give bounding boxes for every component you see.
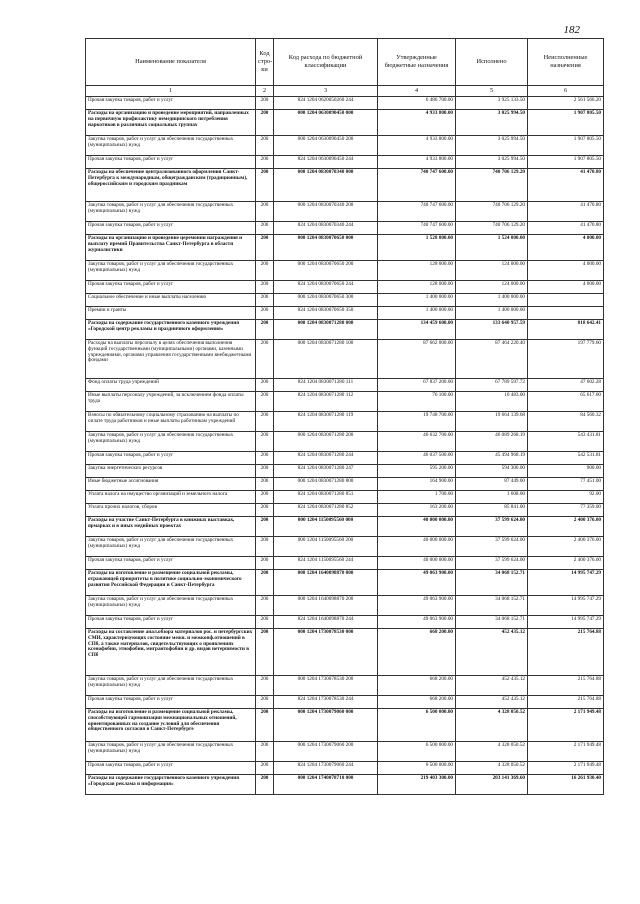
classification-code-cell: 824 1204 1730078530 244 — [274, 696, 378, 709]
executed-amount-cell: 452 435.12 — [456, 629, 528, 676]
executed-amount-cell: 46 089 268.19 — [456, 432, 528, 452]
approved-amount-cell: 6 500 000.00 — [378, 709, 456, 742]
classification-code-cell: 000 1204 1740078710 000 — [274, 775, 378, 795]
executed-amount-cell: 1 400 000.00 — [456, 307, 528, 320]
executed-amount-cell: 67 789 597.72 — [456, 379, 528, 392]
indicator-name-cell: Расходы на содержание государственного казенного учреждения «Городская реклама и информация» — [86, 775, 256, 795]
line-code-cell: 200 — [256, 392, 274, 412]
classification-code-cell: 000 1204 0830070340 000 — [274, 169, 378, 202]
table-row — [86, 294, 604, 307]
header-indicator-name: Наименование показателя — [86, 39, 256, 86]
classification-code-cell: 824 1204 0830071280 244 — [274, 452, 378, 465]
table-row — [86, 452, 604, 465]
executed-amount-cell: 203 141 369.60 — [456, 775, 528, 795]
executed-amount-cell: 3 025 994.50 — [456, 136, 528, 156]
approved-amount-cell: 595 200.00 — [378, 465, 456, 478]
unexecuted-amount-cell: 77 451.00 — [528, 478, 604, 491]
header-approved: Утвержденные бюджетные назначения — [378, 39, 456, 86]
line-code-cell: 200 — [256, 570, 274, 596]
executed-amount-cell: 3 025 994.50 — [456, 110, 528, 136]
line-code-cell: 200 — [256, 169, 274, 202]
column-number: 4 — [378, 86, 456, 97]
column-number: 2 — [256, 86, 274, 97]
executed-amount-cell: 1 400 000.00 — [456, 294, 528, 307]
table-row — [86, 465, 604, 478]
approved-amount-cell: 46 632 700.00 — [378, 432, 456, 452]
classification-code-cell: 824 1204 0830071280 119 — [274, 412, 378, 432]
indicator-name-cell: Расходы на обеспечение централизованного оформления Санкт-Петербурга к международным, общегражданским (традиционным), общероссийским и городским праздникам — [86, 169, 256, 202]
line-code-cell: 200 — [256, 452, 274, 465]
approved-amount-cell: 19 748 700.00 — [378, 412, 456, 432]
indicator-name-cell: Закупка товаров, работ и услуг для обеспечения государственных (муниципальных) нужд — [86, 537, 256, 557]
unexecuted-amount-cell: 65 617.00 — [528, 392, 604, 412]
line-code-cell: 200 — [256, 742, 274, 762]
table-row — [86, 517, 604, 537]
indicator-name-cell: Премии и гранты — [86, 307, 256, 320]
table-row — [86, 742, 604, 762]
approved-amount-cell: 164 900.00 — [378, 478, 456, 491]
indicator-name-cell: Уплата прочих налогов, сборов — [86, 504, 256, 517]
approved-amount-cell: 76 100.00 — [378, 392, 456, 412]
indicator-name-cell: Закупка товаров, работ и услуг для обеспечения государственных (муниципальных) нужд — [86, 261, 256, 281]
line-code-cell: 200 — [256, 379, 274, 392]
table-row — [86, 762, 604, 775]
line-code-cell: 200 — [256, 235, 274, 261]
classification-code-cell: 000 1204 1730079060 200 — [274, 742, 378, 762]
unexecuted-amount-cell — [528, 307, 604, 320]
unexecuted-amount-cell: 84 560.32 — [528, 412, 604, 432]
indicator-name-cell: Иные бюджетные ассигнования — [86, 478, 256, 491]
line-code-cell: 200 — [256, 307, 274, 320]
table-row — [86, 110, 604, 136]
approved-amount-cell: 740 747 600.00 — [378, 202, 456, 222]
classification-code-cell: 824 1204 1150095560 244 — [274, 557, 378, 570]
approved-amount-cell: 1 400 000.00 — [378, 307, 456, 320]
table-row — [86, 392, 604, 412]
executed-amount-cell: 4 328 050.52 — [456, 742, 528, 762]
unexecuted-amount-cell: 2 171 949.48 — [528, 762, 604, 775]
line-code-cell: 200 — [256, 491, 274, 504]
executed-amount-cell: 19 664 139.68 — [456, 412, 528, 432]
approved-amount-cell: 4 933 800.00 — [378, 110, 456, 136]
executed-amount-cell: 740 706 129.20 — [456, 202, 528, 222]
indicator-name-cell: Расходы на содержание государственного казенного учреждения «Городской центр рекламы и праздничного оформления» — [86, 320, 256, 340]
executed-amount-cell: 37 599 624.00 — [456, 517, 528, 537]
approved-amount-cell: 87 662 000.00 — [378, 340, 456, 379]
table-row — [86, 97, 604, 110]
line-code-cell: 200 — [256, 762, 274, 775]
line-code-cell: 200 — [256, 537, 274, 557]
classification-code-cell: 000 1204 1730078530 200 — [274, 676, 378, 696]
executed-amount-cell: 10 483.00 — [456, 392, 528, 412]
classification-code-cell: 000 1204 0830071280 100 — [274, 340, 378, 379]
table-row — [86, 307, 604, 320]
indicator-name-cell: Закупка товаров, работ и услуг для обеспечения государственных (муниципальных) нужд — [86, 432, 256, 452]
line-code-cell: 200 — [256, 629, 274, 676]
indicator-name-cell: Прочая закупка товаров, работ и услуг — [86, 281, 256, 294]
executed-amount-cell: 37 599 624.00 — [456, 557, 528, 570]
indicator-name-cell: Прочая закупка товаров, работ и услуг — [86, 696, 256, 709]
approved-amount-cell: 40 000 000.00 — [378, 517, 456, 537]
unexecuted-amount-cell: 77 359.00 — [528, 504, 604, 517]
approved-amount-cell: 4 933 800.00 — [378, 156, 456, 169]
table-row — [86, 557, 604, 570]
unexecuted-amount-cell: 2 561 566.20 — [528, 97, 604, 110]
table-row — [86, 491, 604, 504]
line-code-cell: 200 — [256, 281, 274, 294]
header-line-code: Код стро-ки — [256, 39, 274, 86]
unexecuted-amount-cell: 14 995 747.29 — [528, 616, 604, 629]
executed-amount-cell: 133 640 957.59 — [456, 320, 528, 340]
approved-amount-cell: 49 063 900.00 — [378, 616, 456, 629]
executed-amount-cell: 34 068 152.71 — [456, 570, 528, 596]
table-row — [86, 379, 604, 392]
classification-code-cell: 824 1204 1730079060 244 — [274, 762, 378, 775]
unexecuted-amount-cell: 41 470.80 — [528, 202, 604, 222]
indicator-name-cell: Социальное обеспечение и иные выплаты населению — [86, 294, 256, 307]
classification-code-cell: 000 1204 0830071280 000 — [274, 320, 378, 340]
unexecuted-amount-cell: 4 000.00 — [528, 235, 604, 261]
classification-code-cell: 824 1204 0630090450 244 — [274, 156, 378, 169]
executed-amount-cell: 1 524 000.00 — [456, 235, 528, 261]
executed-amount-cell: 124 000.00 — [456, 281, 528, 294]
approved-amount-cell: 6 500 000.00 — [378, 742, 456, 762]
unexecuted-amount-cell: 2 400 376.00 — [528, 537, 604, 557]
classification-code-cell: 824 1204 0620050260 244 — [274, 97, 378, 110]
unexecuted-amount-cell: 215 764.88 — [528, 629, 604, 676]
classification-code-cell: 000 1204 0830070650 300 — [274, 294, 378, 307]
approved-amount-cell: 40 000 000.00 — [378, 537, 456, 557]
unexecuted-amount-cell: 900.00 — [528, 465, 604, 478]
line-code-cell: 200 — [256, 202, 274, 222]
classification-code-cell: 824 1204 0830070650 350 — [274, 307, 378, 320]
approved-amount-cell: 1 400 000.00 — [378, 294, 456, 307]
indicator-name-cell: Закупка товаров, работ и услуг для обеспечения государственных (муниципальных) нужд — [86, 596, 256, 616]
approved-amount-cell: 46 037 500.00 — [378, 452, 456, 465]
unexecuted-amount-cell: 16 261 930.40 — [528, 775, 604, 795]
unexecuted-amount-cell: 41 470.80 — [528, 169, 604, 202]
approved-amount-cell: 668 200.00 — [378, 629, 456, 676]
header-executed: Исполнено — [456, 39, 528, 86]
approved-amount-cell: 740 747 600.00 — [378, 169, 456, 202]
table-row — [86, 156, 604, 169]
classification-code-cell: 000 1204 1640098870 200 — [274, 596, 378, 616]
classification-code-cell: 000 1204 0830071280 800 — [274, 478, 378, 491]
line-code-cell: 200 — [256, 412, 274, 432]
approved-amount-cell: 128 000.00 — [378, 281, 456, 294]
table-header-row — [86, 39, 604, 86]
line-code-cell: 200 — [256, 294, 274, 307]
table-row — [86, 504, 604, 517]
indicator-name-cell: Прочая закупка товаров, работ и услуг — [86, 222, 256, 235]
unexecuted-amount-cell — [528, 294, 604, 307]
line-code-cell: 200 — [256, 478, 274, 491]
indicator-name-cell: Закупка товаров, работ и услуг для обеспечения государственных (муниципальных) нужд — [86, 676, 256, 696]
indicator-name-cell: Закупка товаров, работ и услуг для обеспечения государственных (муниципальных) нужд — [86, 136, 256, 156]
indicator-name-cell: Взносы по обязательному социальному страхованию на выплаты по оплате труда работников и иные выплаты работникам учреждений — [86, 412, 256, 432]
executed-amount-cell: 594 300.00 — [456, 465, 528, 478]
unexecuted-amount-cell: 542 531.81 — [528, 452, 604, 465]
executed-amount-cell: 452 435.12 — [456, 676, 528, 696]
unexecuted-amount-cell: 1 907 805.50 — [528, 136, 604, 156]
executed-amount-cell: 87 464 220.40 — [456, 340, 528, 379]
executed-amount-cell: 4 328 050.52 — [456, 762, 528, 775]
line-code-cell: 200 — [256, 517, 274, 537]
executed-amount-cell: 1 608.00 — [456, 491, 528, 504]
executed-amount-cell: 85 841.00 — [456, 504, 528, 517]
approved-amount-cell: 49 063 900.00 — [378, 596, 456, 616]
indicator-name-cell: Уплата налога на имущество организаций и земельного налога — [86, 491, 256, 504]
indicator-name-cell: Расходы на выплаты персоналу в целях обеспечения выполнения функций государственными (муниципальными) органами, казенными учреждениями, органами управления государственными внебюджетными фондами — [86, 340, 256, 379]
executed-amount-cell: 124 000.00 — [456, 261, 528, 281]
indicator-name-cell: Закупка товаров, работ и услуг для обеспечения государственных (муниципальных) нужд — [86, 742, 256, 762]
classification-code-cell: 824 1204 0830070340 244 — [274, 222, 378, 235]
table-row — [86, 616, 604, 629]
executed-amount-cell: 37 599 624.00 — [456, 537, 528, 557]
approved-amount-cell: 49 063 900.00 — [378, 570, 456, 596]
unexecuted-amount-cell: 14 995 747.29 — [528, 570, 604, 596]
unexecuted-amount-cell: 543 431.81 — [528, 432, 604, 452]
table-row — [86, 629, 604, 676]
unexecuted-amount-cell: 2 171 949.48 — [528, 742, 604, 762]
unexecuted-amount-cell: 1 907 805.50 — [528, 156, 604, 169]
classification-code-cell: 000 1204 1150095560 200 — [274, 537, 378, 557]
line-code-cell: 200 — [256, 261, 274, 281]
line-code-cell: 200 — [256, 432, 274, 452]
unexecuted-amount-cell: 2 400 376.00 — [528, 557, 604, 570]
unexecuted-amount-cell: 4 000.00 — [528, 281, 604, 294]
approved-amount-cell: 668 200.00 — [378, 676, 456, 696]
line-code-cell: 200 — [256, 97, 274, 110]
approved-amount-cell: 128 000.00 — [378, 261, 456, 281]
classification-code-cell: 000 1204 0630090450 000 — [274, 110, 378, 136]
unexecuted-amount-cell: 2 171 949.48 — [528, 709, 604, 742]
executed-amount-cell: 45 494 968.19 — [456, 452, 528, 465]
classification-code-cell: 000 1204 0630090450 200 — [274, 136, 378, 156]
indicator-name-cell: Закупка товаров, работ и услуг для обеспечения государственных (муниципальных) нужд — [86, 202, 256, 222]
unexecuted-amount-cell: 47 602.28 — [528, 379, 604, 392]
classification-code-cell: 824 1204 0830071280 851 — [274, 491, 378, 504]
unexecuted-amount-cell: 215 764.88 — [528, 696, 604, 709]
line-code-cell: 200 — [256, 775, 274, 795]
classification-code-cell: 824 1204 0830070650 244 — [274, 281, 378, 294]
line-code-cell: 200 — [256, 222, 274, 235]
classification-code-cell: 000 1204 0830070340 200 — [274, 202, 378, 222]
unexecuted-amount-cell: 215 764.88 — [528, 676, 604, 696]
approved-amount-cell: 4 933 800.00 — [378, 136, 456, 156]
approved-amount-cell: 668 200.00 — [378, 696, 456, 709]
line-code-cell: 200 — [256, 320, 274, 340]
approved-amount-cell: 163 200.00 — [378, 504, 456, 517]
table-row — [86, 596, 604, 616]
table-row — [86, 432, 604, 452]
table-row — [86, 136, 604, 156]
executed-amount-cell: 34 068 152.71 — [456, 616, 528, 629]
approved-amount-cell: 40 000 000.00 — [378, 557, 456, 570]
indicator-name-cell: Расходы на изготовление и размещение социальной рекламы, способствующей гармонизации межнациональных отношений, ориентированных на создание условий для обеспечения общественного согласия в Санкт-Петербурге — [86, 709, 256, 742]
column-number: 1 — [86, 86, 256, 97]
indicator-name-cell: Прочая закупка товаров, работ и услуг — [86, 557, 256, 570]
header-unexecuted: Неисполненные назначения — [528, 39, 604, 86]
unexecuted-amount-cell: 14 995 747.29 — [528, 596, 604, 616]
unexecuted-amount-cell: 4 000.00 — [528, 261, 604, 281]
table-row — [86, 478, 604, 491]
line-code-cell: 200 — [256, 709, 274, 742]
table-row — [86, 169, 604, 202]
indicator-name-cell: Расходы на организацию и проведение церемонии награждения и выплату премий Правительства Санкт-Петербурга в области журналистики — [86, 235, 256, 261]
table-row — [86, 676, 604, 696]
approved-amount-cell: 1 700.00 — [378, 491, 456, 504]
line-code-cell: 200 — [256, 136, 274, 156]
indicator-name-cell: Расходы на организацию и проведение мероприятий, направленных на первичную профилактику немедицинского потребления наркотиков в различных социальных группах — [86, 110, 256, 136]
table-row — [86, 696, 604, 709]
approved-amount-cell: 1 528 000.00 — [378, 235, 456, 261]
table-row — [86, 202, 604, 222]
approved-amount-cell: 134 459 600.00 — [378, 320, 456, 340]
line-code-cell: 200 — [256, 156, 274, 169]
classification-code-cell: 000 1204 0830070650 000 — [274, 235, 378, 261]
classification-code-cell: 000 1204 1640098870 000 — [274, 570, 378, 596]
executed-amount-cell: 87 449.00 — [456, 478, 528, 491]
column-number: 6 — [528, 86, 604, 97]
classification-code-cell: 000 1204 1150095560 000 — [274, 517, 378, 537]
table-row — [86, 222, 604, 235]
line-code-cell: 200 — [256, 110, 274, 136]
table-row — [86, 570, 604, 596]
classification-code-cell: 824 1204 0830071280 852 — [274, 504, 378, 517]
table-row — [86, 235, 604, 261]
indicator-name-cell: Прочая закупка товаров, работ и услуг — [86, 97, 256, 110]
column-number: 3 — [274, 86, 378, 97]
classification-code-cell: 824 1204 0830071280 247 — [274, 465, 378, 478]
unexecuted-amount-cell: 41 470.80 — [528, 222, 604, 235]
line-code-cell: 200 — [256, 504, 274, 517]
indicator-name-cell: Расходы на участие Санкт-Петербурга в книжных выставках, ярмарках и в иных медийных проектах — [86, 517, 256, 537]
line-code-cell: 200 — [256, 696, 274, 709]
unexecuted-amount-cell: 1 907 805.50 — [528, 110, 604, 136]
page-number: 182 — [563, 24, 580, 36]
line-code-cell: 200 — [256, 465, 274, 478]
table-row — [86, 340, 604, 379]
executed-amount-cell: 3 025 994.50 — [456, 156, 528, 169]
classification-code-cell: 824 1204 1640098870 244 — [274, 616, 378, 629]
line-code-cell: 200 — [256, 616, 274, 629]
executed-amount-cell: 740 706 129.20 — [456, 169, 528, 202]
table-row — [86, 775, 604, 795]
unexecuted-amount-cell: 92.00 — [528, 491, 604, 504]
approved-amount-cell: 6 500 000.00 — [378, 762, 456, 775]
budget-execution-table — [85, 38, 604, 795]
table-row — [86, 537, 604, 557]
indicator-name-cell: Закупка энергетических ресурсов — [86, 465, 256, 478]
classification-code-cell: 000 1204 0830070650 200 — [274, 261, 378, 281]
column-number-row — [86, 86, 604, 97]
classification-code-cell: 824 1204 0830071280 112 — [274, 392, 378, 412]
table-row — [86, 261, 604, 281]
indicator-name-cell: Прочая закупка товаров, работ и услуг — [86, 452, 256, 465]
table-row — [86, 281, 604, 294]
indicator-name-cell: Прочая закупка товаров, работ и услуг — [86, 156, 256, 169]
table-row — [86, 412, 604, 432]
indicator-name-cell: Прочая закупка товаров, работ и услуг — [86, 616, 256, 629]
approved-amount-cell: 67 837 200.00 — [378, 379, 456, 392]
classification-code-cell: 000 1204 0830071280 200 — [274, 432, 378, 452]
indicator-name-cell: Фонд оплаты труда учреждений — [86, 379, 256, 392]
approved-amount-cell: 740 747 600.00 — [378, 222, 456, 235]
line-code-cell: 200 — [256, 340, 274, 379]
unexecuted-amount-cell: 197 779.60 — [528, 340, 604, 379]
executed-amount-cell: 740 706 129.20 — [456, 222, 528, 235]
table-row — [86, 709, 604, 742]
line-code-cell: 200 — [256, 557, 274, 570]
classification-code-cell: 000 1204 1730078530 000 — [274, 629, 378, 676]
approved-amount-cell: 219 403 300.00 — [378, 775, 456, 795]
classification-code-cell: 824 1204 0830071280 111 — [274, 379, 378, 392]
indicator-name-cell: Иные выплаты персоналу учреждений, за исключением фонда оплаты труда — [86, 392, 256, 412]
executed-amount-cell: 4 328 050.52 — [456, 709, 528, 742]
indicator-name-cell: Расходы на изготовление и размещение социальной рекламы, отражающей приоритеты в политике социально-экономического развития Российской Федерации и Санкт-Петербурга — [86, 570, 256, 596]
executed-amount-cell: 452 435.12 — [456, 696, 528, 709]
unexecuted-amount-cell: 2 400 376.00 — [528, 517, 604, 537]
approved-amount-cell: 6 486 700.00 — [378, 97, 456, 110]
column-number: 5 — [456, 86, 528, 97]
header-classification-code: Код расхода по бюджетной классификации — [274, 39, 378, 86]
indicator-name-cell: Расходы на составление анал.обзора материалов рос. и петербургских СМИ, характеризующих состояние межн. и межконф.отношений в СПб, а также материалов, свидетельствующих о проявлениях ксенофобии, этнофобии, мигрантофобии и др. видов нетерпимости в СПб — [86, 629, 256, 676]
line-code-cell: 200 — [256, 676, 274, 696]
line-code-cell: 200 — [256, 596, 274, 616]
executed-amount-cell: 34 068 152.71 — [456, 596, 528, 616]
executed-amount-cell: 3 925 133.50 — [456, 97, 528, 110]
table-row — [86, 320, 604, 340]
indicator-name-cell: Прочая закупка товаров, работ и услуг — [86, 762, 256, 775]
unexecuted-amount-cell: 818 642.41 — [528, 320, 604, 340]
classification-code-cell: 000 1204 1730079060 000 — [274, 709, 378, 742]
